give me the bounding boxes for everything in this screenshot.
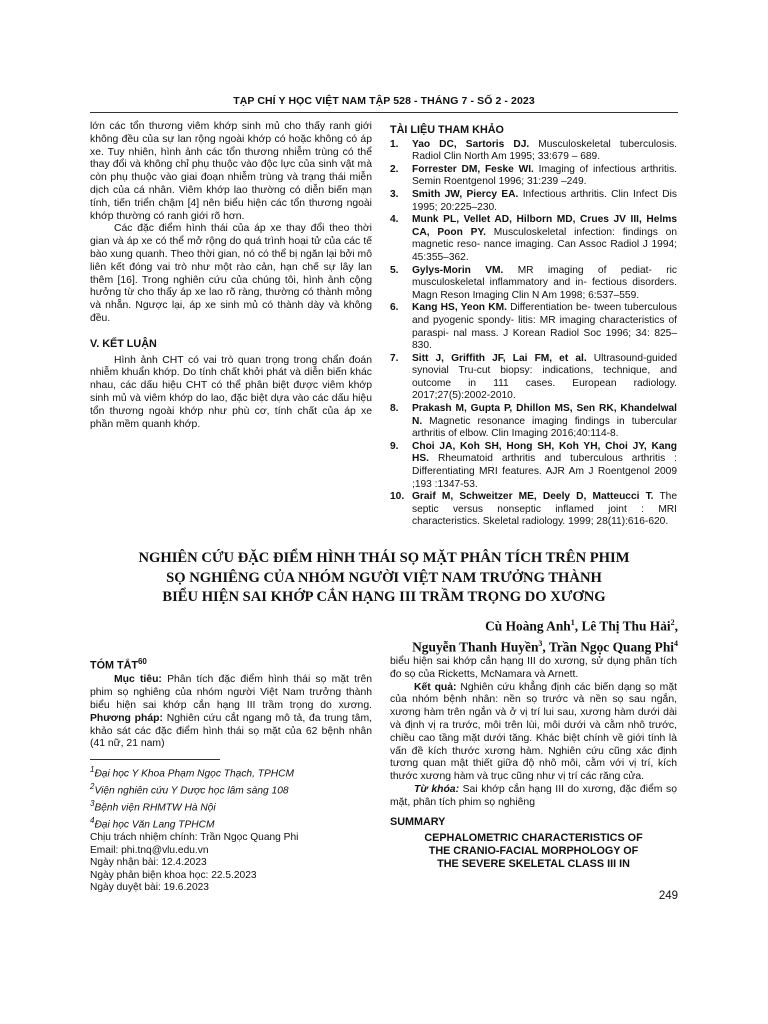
authors-line: Cù Hoàng Anh$^1$, Lê Thị Thu Hải$^2$, — [485, 618, 678, 634]
english-title — [390, 832, 677, 871]
reference-number: 1. — [390, 138, 399, 150]
reference-authors: Sitt J, Griffith JF, Lai FM, et al. — [412, 352, 587, 364]
reference-item — [390, 164, 677, 189]
reference-item — [390, 491, 677, 529]
abstract-heading: TÓM TẮT$^{60}$ — [90, 657, 147, 672]
author-name: Trần Ngọc Quang Phi — [548, 639, 674, 655]
abstract-left-column — [90, 656, 372, 895]
reference-item — [390, 139, 677, 164]
abstract-results: Kết quả: Nghiên cứu khẳng định các biến dạng sọ mặt của nhóm bệnh nhân: nền sọ trước và nền sọ sau ngắn, xương hàm trên ngắn và ở vị trí lui sau, xương hàm dưới dài và định vị ra trước, môi trên lùi, môi dưới và cằm nhô trước, chiều cao tầng mặt dưới tăng. Khác biệt chính về giới tính là vấn đề kích thước xương hàm. Nghiên cứu cũng xác định tương quan mật thiết giữa độ nhô môi, cằm với vị trí, kích thước xương hàm và trục cũng như vị trí các răng cửa. — [390, 681, 677, 783]
reference-authors: Yao DC, Sartoris DJ. — [412, 138, 530, 150]
reference-authors: Kang HS, Yeon KM. — [412, 302, 507, 314]
reference-authors: Prakash M, Gupta P, Dhillon MS, Sen RK, Khandelwal N. — [412, 403, 677, 427]
references-column — [390, 124, 677, 529]
reference-text: Musculoskeletal tuberculosis. Radiol Clin North Am 1995; 33:679 – 689. — [412, 138, 678, 163]
reference-list — [390, 139, 677, 529]
abstract-keywords: Từ khóa: Sai khớp cắn hạng III do xương, đặc điểm sọ mặt, phân tích phim sọ nghiêng — [390, 783, 677, 808]
reference-number: 8. — [390, 403, 399, 415]
title-line: BIỂU HIỆN SAI KHỚP CẮN HẠNG III TRẦM TRỌNG DO XƯƠNG — [162, 589, 606, 605]
corresponding-author: Chịu trách nhiệm chính: Trần Ngọc Quang Phi — [90, 832, 299, 844]
reference-text: Differentiation be- tween tuberculous and pyogenic spondy- litis: MR imaging characteristics of paraspi- nal mass. J Korean Radiol Soc 1996; 34: 825– 830. — [412, 302, 678, 352]
reference-number: 4. — [390, 214, 399, 226]
title-line: SỌ NGHIÊNG CỦA NHÓM NGƯỜI VIỆT NAM TRƯỞNG THÀNH — [166, 569, 602, 586]
reviewed-date: Ngày phản biện khoa học: 22.5.2023 — [90, 869, 257, 881]
title-line: NGHIÊN CỨU ĐẶC ĐIỂM HÌNH THÁI SỌ MẶT PHÂN TÍCH TRÊN PHIM — [138, 550, 630, 566]
reference-text: Magnetic resonance imaging findings in tubercular arthritis of elbow. Clin Imaging 2016;40:114-8. — [412, 415, 677, 440]
reference-number: 7. — [390, 352, 399, 364]
reference-number: 2. — [390, 163, 399, 175]
footnote-affiliation: $^4$Đại học Văn Lang TPHCM — [90, 816, 215, 831]
conclusion-paragraph: Hình ảnh CHT có vai trò quan trọng trong chẩn đoán nhiễm khuẩn khớp. Do tính chất khởi phát và diễn biến khác nhau, các dấu hiệu CHT có thể phân biệt được viêm khớp sinh mủ và viêm khớp do lao, đặc biệt dựa vào các dấu hiệu tổn thương ngoài khớp như phù cơ, tính chất của áp xe phần mềm quanh khớp. — [90, 354, 372, 430]
reference-authors: Forrester DM, Feske WI. — [412, 163, 534, 175]
reference-number: 10. — [390, 491, 405, 503]
reference-number: 6. — [390, 302, 399, 314]
author-list — [412, 614, 678, 656]
reference-item — [390, 189, 677, 214]
received-date: Ngày nhận bài: 12.4.2023 — [90, 857, 207, 869]
reference-text: Rheumatoid arthritis and tuberculous arthritis : Differentiating MRI features. AJR Am J Roentgenol 2009 ;193 :1347-53. — [412, 453, 677, 490]
author-affiliation: 3 — [538, 638, 543, 648]
reference-authors: Choi JA, Koh SH, Hong SH, Koh YH, Choi JY, Kang HS. — [412, 440, 677, 465]
references-heading: TÀI LIỆU THAM KHẢO — [390, 124, 504, 136]
author-affiliation: 2 — [670, 618, 675, 627]
author-name: Lê Thị Thu Hải — [581, 618, 671, 634]
reference-text: The septic versus nonseptic inflamed joint : MRI characteristics. Skeletal radiology. 1999; 28(11):616-620. — [412, 491, 677, 528]
abstract-right-column — [390, 656, 677, 871]
author-affiliation: 1 — [570, 618, 575, 627]
author-affiliation: 4 — [674, 638, 678, 648]
footnote-affiliation: $^1$Đại học Y Khoa Phạm Ngọc Thạch, TPHCM — [90, 765, 294, 780]
reference-number: 3. — [390, 188, 399, 200]
reference-text: Musculoskeletal infection: findings on magnetic reso- nance imaging. Can Assoc Radiol J 1994; 45:355–362. — [412, 226, 677, 263]
reference-text: Imaging of infectious arthritis. Semin Roentgenol 1996; 31:239 –249. — [412, 163, 677, 188]
english-title-line: THE SEVERE SKELETAL CLASS III IN — [437, 858, 630, 871]
keywords-label: Từ khóa: — [414, 783, 460, 795]
reference-authors: Smith JW, Piercy EA. — [412, 188, 519, 200]
method-label: Phương pháp: — [90, 712, 163, 724]
conclusion-heading: V. KẾT LUẬN — [90, 337, 157, 350]
objective-label: Mục tiêu: — [114, 674, 162, 686]
english-title-line: THE CRANIO-FACIAL MORPHOLOGY OF — [428, 845, 639, 858]
reference-number: 5. — [390, 264, 399, 276]
approved-date: Ngày duyệt bài: 19.6.2023 — [90, 882, 209, 894]
footnote-affiliation: $^2$Viện nghiên cứu Y Dược học lâm sàng 108 — [90, 782, 289, 797]
footnote-affiliation: $^3$Bệnh viện RHMTW Hà Nội — [90, 799, 216, 814]
reference-text: Infectious arthritis. Clin Infect Dis 1995; 20:225–230. — [412, 188, 677, 213]
english-title-line: CEPHALOMETRIC CHARACTERISTICS OF — [424, 832, 643, 845]
discussion-paragraph: lớn các tổn thương viêm khớp sinh mủ cho thấy ranh giới không đều của sự lan rộng ngoài khớp có hoặc không có áp xe. Tuy nhiên, hình ảnh các tổn thương nhiễm trùng có thể thay đổi và không chỉ phụ thuộc vào độc lực của sinh vật mà còn phụ thuộc vào giai đoạn nhiễm trùng và trạng thái miễn dịch của cá nhân. Viêm khớp lao thường có diễn biến mạn tính, tiến triển chậm [4] nên biểu hiện các tổn thương ngoài khớp thường có ranh giới rõ hơn. — [90, 121, 372, 222]
reference-authors: Munk PL, Vellet AD, Hilborn MD, Crues JV III, Helms CA, Poon PY. — [412, 214, 677, 238]
reference-authors: Graif M, Schweitzer ME, Deely D, Matteucci T. — [412, 491, 654, 503]
header-rule — [90, 112, 678, 113]
author-name: Nguyễn Thanh Huyền — [412, 639, 539, 655]
reference-authors: Gylys-Morin VM. — [412, 264, 504, 276]
reference-item — [390, 353, 677, 403]
reference-text: MR imaging of pediat- ric musculoskeletal inflammatory and in- fectious disorders. Magn Reson Imaging Clin N Am 1998; 6:537–559. — [412, 264, 677, 301]
reference-item — [390, 302, 677, 352]
abstract-continued: biểu hiện sai khớp cắn hạng III do xương, sử dụng phân tích đo sọ của Ricketts, McNamara và Arnett. — [390, 656, 677, 680]
contact-email: Email: phi.tnq@vlu.edu.vn — [90, 844, 209, 856]
reference-item — [390, 441, 677, 491]
discussion-paragraph: Các đặc điểm hình thái của áp xe thay đổi theo thời gian và áp xe có thể mở rộng do quá trình hoại tử của các tế bào xung quanh. Theo thời gian, nó có thể bị ngăn lại bởi mô liên kết đóng vai trò như một rào cản, hạn chế sự lây lan thêm [16]. Trong nghiên cứu của chúng tôi, hình ảnh cộng hưởng từ cho thấy áp xe lao rõ ràng, thường có thành mỏng và nhẵn. Ngược lại, áp xe sinh mủ có thành dày và không đều. — [90, 223, 372, 324]
reference-item — [390, 214, 677, 264]
footnote-rule — [90, 759, 220, 760]
reference-text: Ultrasound-guided synovial Tru-cut biopsy: indications, technique, and outcome in 111 cases. European radiology. 2017;27(5):2002-2010. — [412, 352, 677, 402]
reference-item — [390, 265, 677, 303]
reference-item — [390, 403, 677, 441]
summary-heading: SUMMARY — [390, 815, 446, 828]
page-number: 249 — [658, 890, 678, 902]
journal-header: TẠP CHÍ Y HỌC VIỆT NAM TẬP 528 - THÁNG 7 - SỐ 2 - 2023 — [233, 95, 535, 107]
left-column-upper — [90, 121, 372, 431]
result-label: Kết quả: — [414, 681, 457, 693]
authors-line: Nguyễn Thanh Huyền$^3$, Trần Ngọc Quang Phi$^4$ — [412, 638, 678, 655]
article-title — [70, 549, 698, 608]
footnotes — [90, 764, 372, 895]
reference-number: 9. — [390, 440, 399, 452]
author-name: Cù Hoàng Anh — [485, 618, 571, 634]
abstract-objective: Mục tiêu: Phân tích đặc điểm hình thái sọ mặt trên phim sọ nghiêng của nhóm người Việt Nam trưởng thành biểu hiện sai khớp cắn hạng III trầm trọng do xương. Phương pháp: Nghiên cứu cắt ngang mô tả, đa trung tâm, khảo sát các đặc điểm hình thái sọ mặt của 62 bệnh nhân (41 nữ, 21 nam) — [90, 674, 372, 750]
